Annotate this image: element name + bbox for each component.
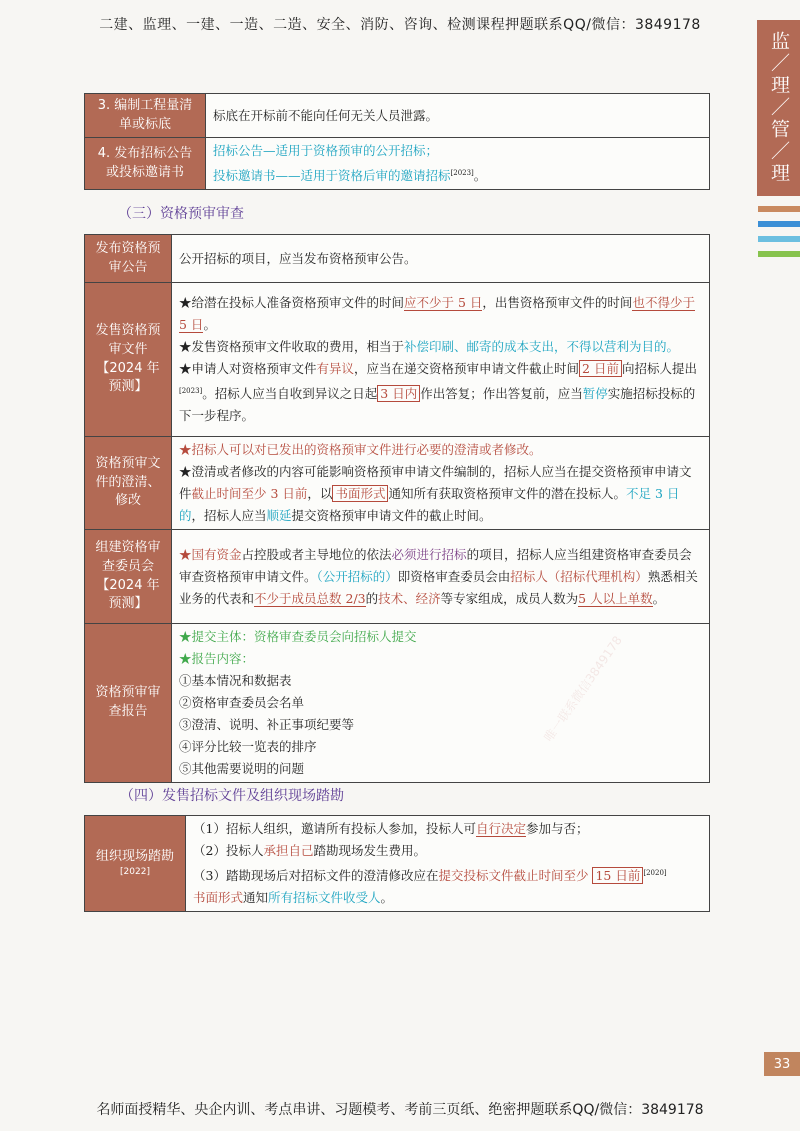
- table-row: [85, 816, 710, 912]
- row-content: 招标公告—适用于资格预审的公开招标； 投标邀请书——适用于资格后审的邀请招标[2023]。: [206, 138, 710, 190]
- page-number: 33: [764, 1052, 800, 1076]
- header-contact: 二建、监理、一建、一造、二造、安全、消防、咨询、检测课程押题联系QQ/微信：3849178: [99, 17, 701, 33]
- watermark: 唯一联系微信3849178: [541, 633, 625, 745]
- row-label: 资格预审审 查报告: [85, 624, 172, 783]
- color-stripe: [758, 251, 800, 257]
- site-visit-table: [84, 815, 710, 912]
- list-item: ①基本情况和数据表: [179, 673, 292, 688]
- table-row: [85, 94, 710, 138]
- footer-contact: 名师面授精华、央企内训、考点串讲、习题模考、考前三页纸、绝密押题联系QQ/微信：3849178: [96, 1102, 704, 1118]
- side-tab-label: 监／理／管／理: [768, 31, 790, 185]
- row-label: 组织现场踏勘 [2022]: [85, 816, 186, 912]
- section-title: （四）发售招标文件及组织现场踏勘: [120, 788, 344, 804]
- table-row: [85, 138, 710, 190]
- row-content: ★国有资金占控股或者主导地位的依法必须进行招标的项目，招标人应当组建资格审查委员会审查资格预审申请文件。（公开招标的）即资格审查委员会由招标人（招标代理机构）熟悉相关业务的代表和不少于成员总数 2/3的技术、经济等专家组成，成员人数为5 人以上单数。: [172, 530, 710, 624]
- row-label: 资格预审文 件的澄清、 修改: [85, 437, 172, 530]
- list-item: ⑤其他需要说明的问题: [179, 761, 305, 776]
- prequalification-table: [84, 234, 710, 783]
- table-row: [85, 530, 710, 624]
- list-item: ③澄清、说明、补正事项纪要等: [179, 717, 355, 732]
- list-item: ④评分比较一览表的排序: [179, 739, 317, 754]
- color-stripe: [758, 206, 800, 212]
- table-row: [85, 283, 710, 437]
- color-stripe: [758, 221, 800, 227]
- section-title: （三）资格预审审查: [118, 206, 244, 222]
- table-row: [85, 437, 710, 530]
- color-stripe: [758, 236, 800, 242]
- row-label: 3. 编制工程量清 单或标底: [85, 94, 206, 138]
- table-row: [85, 235, 710, 283]
- row-content: 标底在开标前不能向任何无关人员泄露。: [206, 94, 710, 138]
- list-item: ②资格审查委员会名单: [179, 695, 305, 710]
- row-label: 发售资格预 审文件 【2024 年 预测】: [85, 283, 172, 437]
- section-side-tab: [757, 20, 800, 196]
- row-label: 组建资格审 查委员会 【2024 年 预测】: [85, 530, 172, 624]
- process-table: [84, 93, 710, 190]
- row-content: （1）招标人组织，邀请所有投标人参加，投标人可自行决定参加与否； （2）投标人承担自己踏勘现场发生费用。 （3）踏勘现场后对招标文件的澄清修改应在提交投标文件截止时间至少 15 日前 [2020] 书面形式通知所有招标文件收受人。: [186, 816, 710, 912]
- row-content: 公开招标的项目，应当发布资格预审公告。: [172, 235, 710, 283]
- row-label: 发布资格预 审公告: [85, 235, 172, 283]
- row-content: ★给潜在投标人准备资格预审文件的时间应不少于 5 日，出售资格预审文件的时间也不得少于 5 日。 ★发售资格预审文件收取的费用，相当于补偿印刷、邮寄的成本支出，不得以营利为目的。 ★申请人对资格预审文件有异议，应当在递交资格预审申请文件截止时间 2 日前 向招标人提出[2023]。招标人应当自收到异议之日起 3 日内 作出答复；作出答复前，应当暂停实施招标投标的下一步程序。: [172, 283, 710, 437]
- row-label: 4. 发布招标公告 或投标邀请书: [85, 138, 206, 190]
- row-content: ★提交主体：资格审查委员会向招标人提交 ★报告内容： ①基本情况和数据表 ②资格审查委员会名单 ③澄清、说明、补正事项纪要等 ④评分比较一览表的排序 ⑤其他需要说明的问题: [172, 624, 710, 783]
- row-content: ★招标人可以对已发出的资格预审文件进行必要的澄清或者修改。 ★澄清或者修改的内容可能影响资格预审申请文件编制的，招标人应当在提交资格预审申请文件截止时间至少 3 日前，以 书面形式 通知所有获取资格预审文件的潜在投标人。不足 3 日的，招标人应当顺延提交资格预审申请文件的截止时间。: [172, 437, 710, 530]
